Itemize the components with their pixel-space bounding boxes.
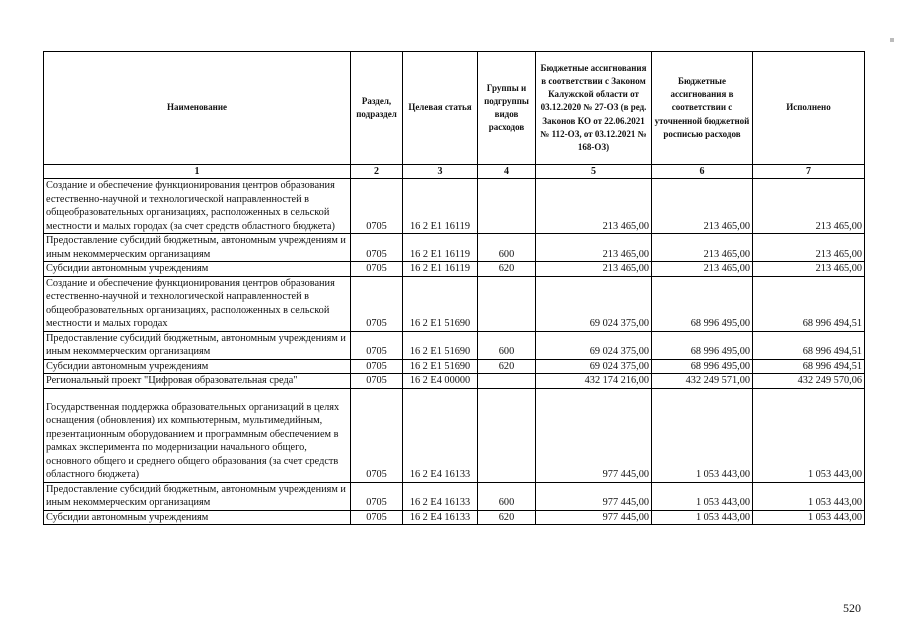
row-target: 16 2 E1 51690: [403, 359, 478, 374]
row-name: Предоставление субсидий бюджетным, автономным учреждениям и иным некоммерческим организациям: [44, 331, 351, 359]
column-number: 7: [753, 165, 865, 179]
header-executed: Исполнено: [753, 52, 865, 165]
row-executed: 213 465,00: [753, 262, 865, 277]
row-name: Предоставление субсидий бюджетным, автономным учреждениям и иным некоммерческим организациям: [44, 234, 351, 262]
table-row: [44, 276, 865, 331]
row-budget-refined: 1 053 443,00: [652, 510, 753, 525]
header-name: Наименование: [44, 52, 351, 165]
row-name: Предоставление субсидий бюджетным, автономным учреждениям и иным некоммерческим организациям: [44, 482, 351, 510]
table-row: [44, 262, 865, 277]
row-budget-refined: 68 996 495,00: [652, 331, 753, 359]
row-budget-refined: 1 053 443,00: [652, 482, 753, 510]
row-group: [478, 179, 536, 234]
row-target: 16 2 E4 00000: [403, 374, 478, 389]
row-group: 600: [478, 482, 536, 510]
row-group: 620: [478, 359, 536, 374]
row-name: Субсидии автономным учреждениям: [44, 510, 351, 525]
scan-mark: [890, 38, 894, 42]
table-row: [44, 331, 865, 359]
budget-table: [43, 51, 865, 525]
row-target: 16 2 E1 51690: [403, 276, 478, 331]
row-section: 0705: [351, 276, 403, 331]
row-target: 16 2 E1 16119: [403, 179, 478, 234]
row-section: 0705: [351, 234, 403, 262]
row-target: 16 2 E4 16133: [403, 482, 478, 510]
column-number: 2: [351, 165, 403, 179]
row-target: 16 2 E1 16119: [403, 262, 478, 277]
page-number: 520: [843, 601, 861, 615]
row-group: [478, 276, 536, 331]
header-group: Группы и подгруппы видов расходов: [478, 52, 536, 165]
row-section: 0705: [351, 262, 403, 277]
column-number: 6: [652, 165, 753, 179]
row-budget-law: 977 445,00: [536, 388, 652, 482]
row-executed: 213 465,00: [753, 234, 865, 262]
row-budget-law: 213 465,00: [536, 179, 652, 234]
row-name: Субсидии автономным учреждениям: [44, 262, 351, 277]
row-section: 0705: [351, 510, 403, 525]
row-section: 0705: [351, 179, 403, 234]
header-budget-refined: Бюджетные ассигнования в соответствии с уточненной бюджетной росписью расходов: [652, 52, 753, 165]
row-budget-law: 432 174 216,00: [536, 374, 652, 389]
table-row: [44, 388, 865, 482]
row-name: Региональный проект "Цифровая образовательная среда": [44, 374, 351, 389]
row-executed: 1 053 443,00: [753, 388, 865, 482]
row-budget-law: 213 465,00: [536, 234, 652, 262]
row-budget-law: 977 445,00: [536, 482, 652, 510]
row-section: 0705: [351, 359, 403, 374]
row-section: 0705: [351, 374, 403, 389]
column-number: 3: [403, 165, 478, 179]
row-target: 16 2 E1 16119: [403, 234, 478, 262]
row-name: Субсидии автономным учреждениям: [44, 359, 351, 374]
row-budget-refined: 68 996 495,00: [652, 359, 753, 374]
row-executed: 432 249 570,06: [753, 374, 865, 389]
table-row: [44, 179, 865, 234]
row-group: 600: [478, 234, 536, 262]
row-section: 0705: [351, 331, 403, 359]
header-target: Целевая статья: [403, 52, 478, 165]
row-group: 620: [478, 510, 536, 525]
column-number: 1: [44, 165, 351, 179]
row-budget-law: 213 465,00: [536, 262, 652, 277]
row-group: 600: [478, 331, 536, 359]
row-budget-refined: 213 465,00: [652, 262, 753, 277]
row-section: 0705: [351, 482, 403, 510]
header-row: [44, 52, 865, 165]
header-budget-law: Бюджетные ассигнования в соответствии с Законом Калужской области от 03.12.2020 № 27-ОЗ (в ред. Законов КО от 22.06.2021 № 112-ОЗ, от 03.12.2021 № 168-ОЗ): [536, 52, 652, 165]
table-row: [44, 234, 865, 262]
row-section: 0705: [351, 388, 403, 482]
row-name: Создание и обеспечение функционирования центров образования естественно-научной и технологической направленностей в общеобразовательных организациях, расположенных в сельской местности и малых городах: [44, 276, 351, 331]
row-executed: 68 996 494,51: [753, 276, 865, 331]
row-budget-law: 69 024 375,00: [536, 276, 652, 331]
row-executed: 213 465,00: [753, 179, 865, 234]
column-number: 4: [478, 165, 536, 179]
row-target: 16 2 E4 16133: [403, 510, 478, 525]
row-budget-law: 69 024 375,00: [536, 331, 652, 359]
row-budget-law: 977 445,00: [536, 510, 652, 525]
row-budget-refined: 432 249 571,00: [652, 374, 753, 389]
column-number: 5: [536, 165, 652, 179]
header-section: Раздел, подраздел: [351, 52, 403, 165]
row-budget-refined: 68 996 495,00: [652, 276, 753, 331]
row-target: 16 2 E1 51690: [403, 331, 478, 359]
row-group: 620: [478, 262, 536, 277]
row-budget-refined: 213 465,00: [652, 179, 753, 234]
row-executed: 1 053 443,00: [753, 482, 865, 510]
table-row: [44, 510, 865, 525]
row-name: Государственная поддержка образовательных организаций в целях оснащения (обновления) их компьютерным, мультимедийным, презентационным оборудованием и программным обеспечением в рамках эксперимента по модернизации начального общего, основного общего и среднего общего образования (за счет средств областного бюджета): [44, 388, 351, 482]
row-name: Создание и обеспечение функционирования центров образования естественно-научной и технологической направленностей в общеобразовательных организациях, расположенных в сельской местности и малых городах (за счет средств областного бюджета): [44, 179, 351, 234]
table-row: [44, 359, 865, 374]
column-number-row: [44, 165, 865, 179]
row-group: [478, 374, 536, 389]
row-executed: 68 996 494,51: [753, 359, 865, 374]
row-budget-refined: 213 465,00: [652, 234, 753, 262]
table-row: [44, 482, 865, 510]
row-group: [478, 388, 536, 482]
row-target: 16 2 E4 16133: [403, 388, 478, 482]
table-row: [44, 374, 865, 389]
row-budget-refined: 1 053 443,00: [652, 388, 753, 482]
row-budget-law: 69 024 375,00: [536, 359, 652, 374]
row-executed: 68 996 494,51: [753, 331, 865, 359]
row-executed: 1 053 443,00: [753, 510, 865, 525]
